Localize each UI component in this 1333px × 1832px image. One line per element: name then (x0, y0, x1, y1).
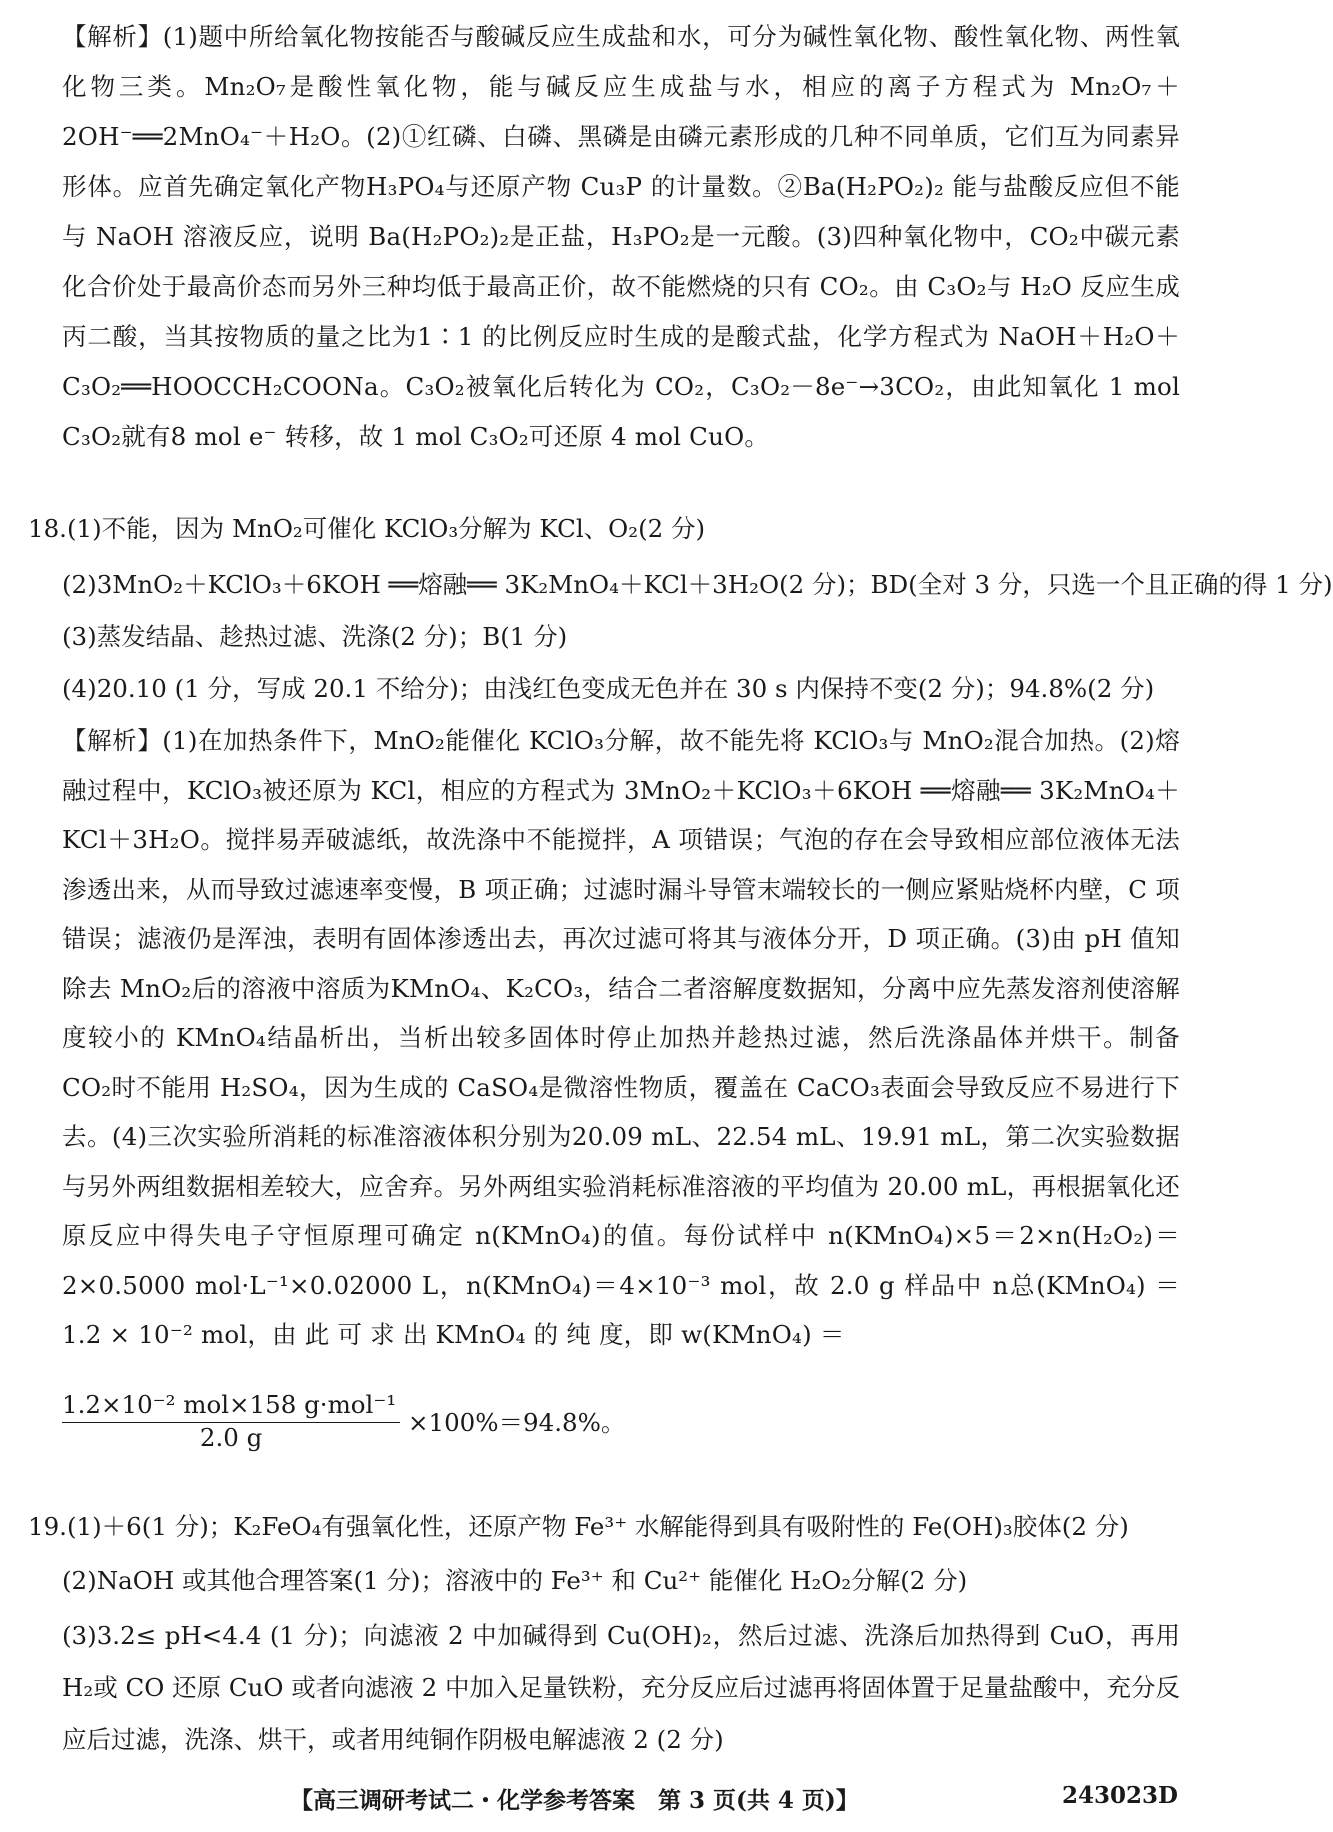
q19-answer-2: (2)NaOH 或其他合理答案(1 分)；溶液中的 Fe³⁺ 和 Cu²⁺ 能催化 H₂O₂分解(2 分) (62, 1566, 968, 1595)
footer-code: 243023D (1062, 1782, 1178, 1809)
analysis-18: 【解析】(1)在加热条件下，MnO₂能催化 KClO₃分解，故不能先将 KClO₃与 MnO₂混合加热。(2)熔融过程中，KClO₃被还原为 KCl，相应的方程式为 3MnO₂＋KClO₃＋6KOH ══熔融══ 3K₂MnO₄＋KCl＋3H₂O。搅拌易弄破滤纸，故洗涤中不能搅拌，A 项错误；气泡的存在会导致相应部位液体无法渗透出来，从而导致过滤速率变慢，B 项正确；过滤时漏斗导管末端较长的一侧应紧贴烧杯内壁，C 项错误；滤液仍是浑浊，表明有固体渗透出去，再次过滤可将其与液体分开，D 项正确。(3)由 pH 值知除去 MnO₂后的溶液中溶质为KMnO₄、K₂CO₃，结合二者溶解度数据知，分离中应先蒸发溶剂使溶解度较小的 KMnO₄结晶析出，当析出较多固体时停止加热并趁热过滤，然后洗涤晶体并烘干。制备 CO₂时不能用 H₂SO₄，因为生成的 CaSO₄是微溶性物质，覆盖在 CaCO₃表面会导致反应不易进行下去。(4)三次实验所消耗的标准溶液体积分别为20.09 mL、22.54 mL、19.91 mL，第二次实验数据与另外两组数据相差较大，应舍弃。另外两组实验消耗标准溶液的平均值为 20.00 mL，再根据氧化还原反应中得失电子守恒原理可确定 n(KMnO₄)的值。每份试样中 n(KMnO₄)×5＝2×n(H₂O₂)＝2×0.5000 mol·L⁻¹×0.02000 L，n(KMnO₄)＝4×10⁻³ mol，故 2.0 g 样品中 n总(KMnO₄) ＝ 1.2 × 10⁻² mol，由 此 可 求 出 KMnO₄ 的 纯 度，即 w(KMnO₄) ＝ (62, 726, 1180, 1349)
q18-answer-4: (4)20.10 (1 分，写成 20.1 不给分)；由浅红色变成无色并在 30 s 内保持不变(2 分)；94.8%(2 分) (62, 674, 1155, 703)
fraction-denominator: 2.0 g (199, 1423, 263, 1452)
purity-fraction (62, 1390, 625, 1453)
fraction-numerator: 1.2×10⁻² mol×158 g·mol⁻¹ (62, 1390, 400, 1423)
page-footer (0, 1782, 1200, 1812)
q18-answer-3: (3)蒸发结晶、趁热过滤、洗涤(2 分)；B(1 分) (62, 622, 568, 651)
fraction-result: ×100%＝94.8%。 (407, 1408, 626, 1437)
footer-title: 【高三调研考试二・化学参考答案 第 3 页(共 4 页)】 (290, 1787, 859, 1814)
q18-answer-1: 18.(1)不能，因为 MnO₂可催化 KClO₃分解为 KCl、O₂(2 分) (28, 514, 706, 543)
q19-answer-1: 19.(1)＋6(1 分)；K₂FeO₄有强氧化性，还原产物 Fe³⁺ 水解能得到具有吸附性的 Fe(OH)₃胶体(2 分) (28, 1512, 1129, 1541)
analysis-17: 【解析】(1)题中所给氧化物按能否与酸碱反应生成盐和水，可分为碱性氧化物、酸性氧化物、两性氧化物三类。Mn₂O₇是酸性氧化物，能与碱反应生成盐与水，相应的离子方程式为 Mn₂O₇＋2OH⁻══2MnO₄⁻＋H₂O。(2)①红磷、白磷、黑磷是由磷元素形成的几种不同单质，它们互为同素异形体。应首先确定氧化产物H₃PO₄与还原产物 Cu₃P 的计量数。②Ba(H₂PO₂)₂ 能与盐酸反应但不能与 NaOH 溶液反应，说明 Ba(H₂PO₂)₂是正盐，H₃PO₂是一元酸。(3)四种氧化物中，CO₂中碳元素化合价处于最高价态而另外三种均低于最高正价，故不能燃烧的只有 CO₂。由 C₃O₂与 H₂O 反应生成丙二酸，当其按物质的量之比为1∶1 的比例反应时生成的是酸式盐，化学方程式为 NaOH＋H₂O＋C₃O₂══HOOCCH₂COONa。C₃O₂被氧化后转化为 CO₂，C₃O₂－8e⁻→3CO₂，由此知氧化 1 mol C₃O₂就有8 mol e⁻ 转移，故 1 mol C₃O₂可还原 4 mol CuO。 (62, 22, 1180, 451)
q19-answer-3: (3)3.2≤ pH<4.4 (1 分)；向滤液 2 中加碱得到 Cu(OH)₂，然后过滤、洗涤后加热得到 CuO，再用 H₂或 CO 还原 CuO 或者向滤液 2 中加入足量铁粉，充分反应后过滤再将固体置于足量盐酸中，充分反应后过滤，洗涤、烘干，或者用纯铜作阴极电解滤液 2 (2 分) (62, 1621, 1180, 1754)
q18-answer-2: (2)3MnO₂＋KClO₃＋6KOH ══熔融══ 3K₂MnO₄＋KCl＋3H₂O(2 分)；BD(全对 3 分，只选一个且正确的得 1 分) (62, 570, 1333, 599)
